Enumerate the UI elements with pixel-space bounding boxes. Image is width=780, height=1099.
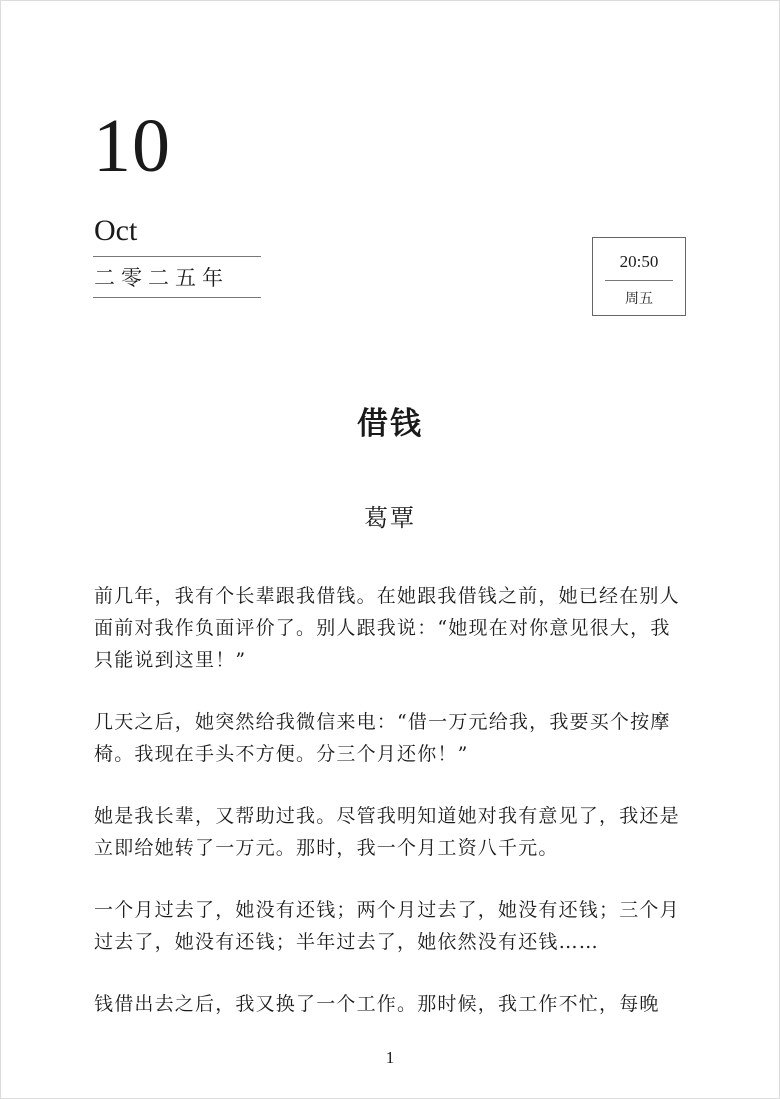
article-author: 葛覃 — [364, 504, 416, 532]
paragraph: 钱借出去之后，我又换了一个工作。那时候，我工作不忙，每晚 — [94, 993, 660, 1015]
paragraph: 几天之后，她突然给我微信来电：“借一万元给我，我要买个按摩椅。我现在手头不方便。分三个月还你！” — [94, 711, 671, 765]
article-title: 借钱 — [357, 406, 423, 442]
paragraph: 她是我长辈，又帮助过我。尽管我明知道她对我有意见了，我还是立即给她转了一万元。那时，我一个月工资八千元。 — [94, 805, 680, 859]
weekday-text: 周五 — [625, 291, 653, 307]
divider — [93, 297, 261, 298]
date-month: Oct — [94, 214, 138, 247]
page-number: 1 — [385, 1048, 395, 1067]
time-text: 20:50 — [619, 252, 659, 271]
date-day: 10 — [93, 104, 171, 188]
divider — [605, 280, 673, 281]
paragraph: 前几年，我有个长辈跟我借钱。在她跟我借钱之前，她已经在别人面前对我作负面评价了。别人跟我说：“她现在对你意见很大，我只能说到这里！” — [94, 585, 680, 671]
article-body — [94, 580, 690, 1050]
paragraph: 一个月过去了，她没有还钱；两个月过去了，她没有还钱；三个月过去了，她没有还钱；半年过去了，她依然没有还钱…… — [94, 899, 680, 953]
divider — [93, 256, 261, 257]
time-box — [592, 237, 686, 316]
date-year: 二零二五年 — [94, 266, 229, 290]
